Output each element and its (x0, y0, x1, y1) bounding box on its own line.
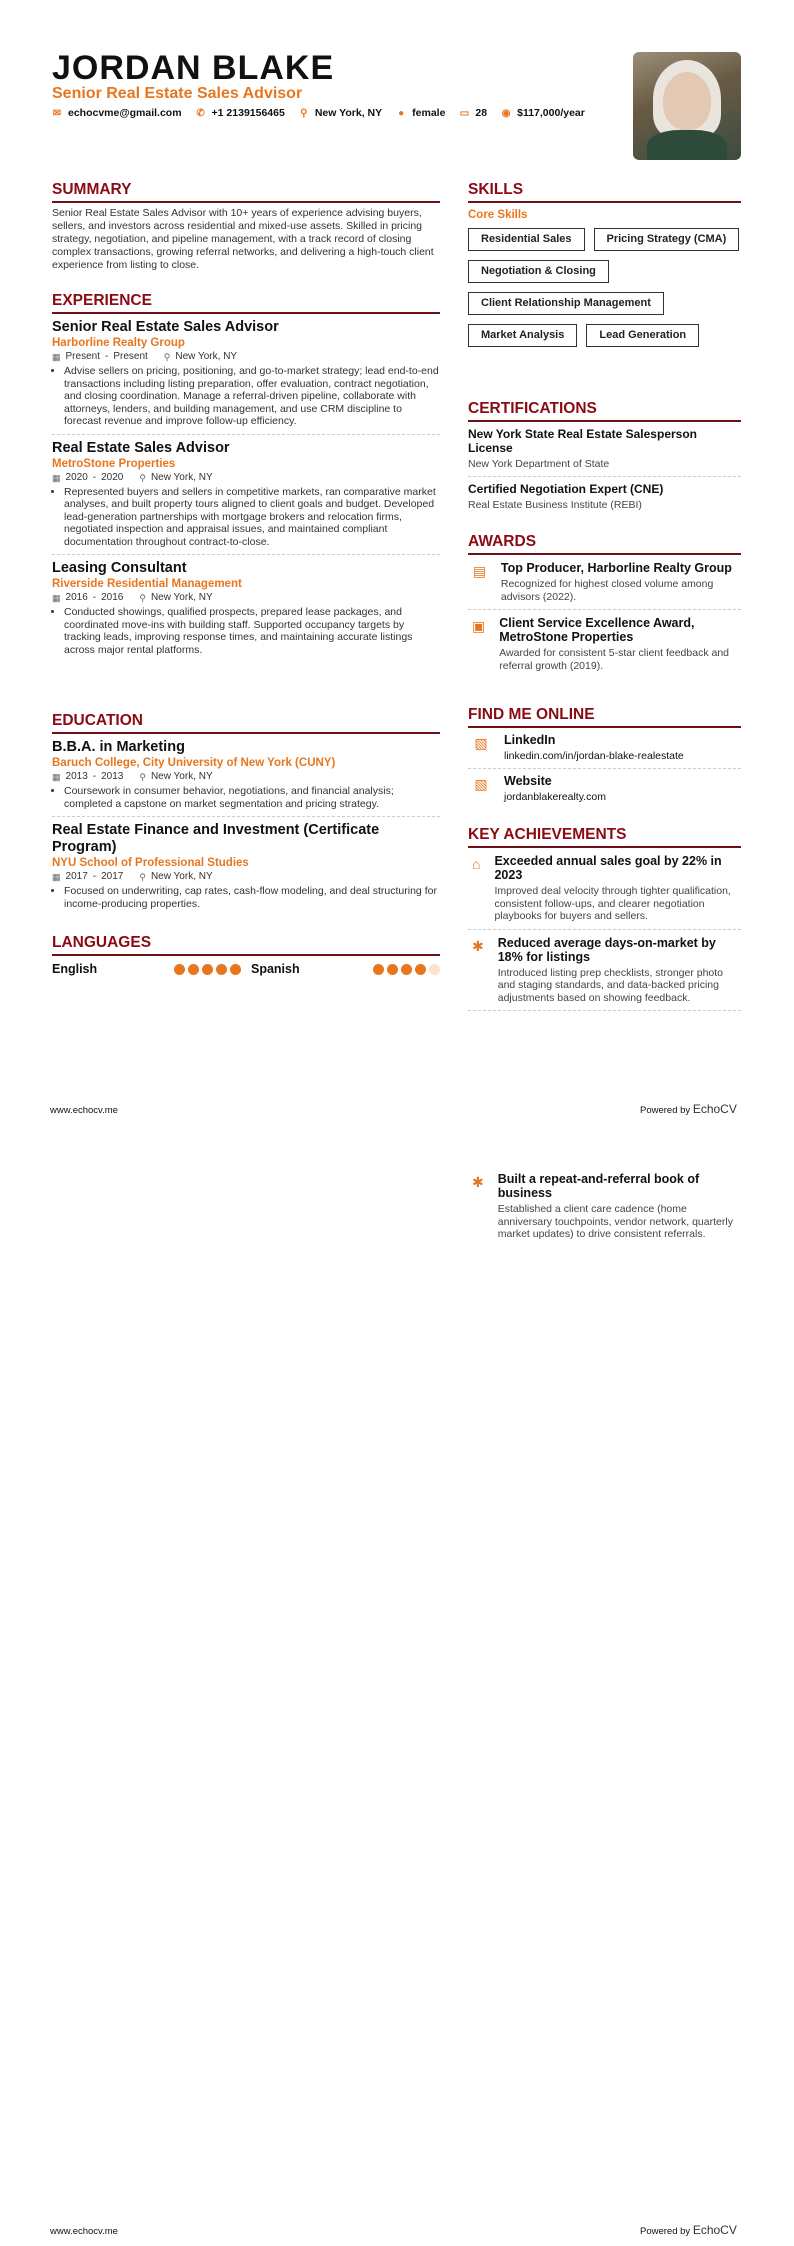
award-title: Client Service Excellence Award, MetroStone Properties (499, 616, 695, 644)
location-icon: ⚲ (139, 772, 146, 782)
job-title: Real Estate Sales Advisor (52, 439, 230, 456)
achievement-title: Reduced average days-on-market by 18% for listings (497, 935, 716, 964)
achievement-desc: Introduced listing prep checklists, stronger photo and staging standards, and data-backed pricing adjustments based on showing feedback. (497, 966, 724, 1004)
rating-dot (174, 964, 185, 975)
rating-dot (429, 964, 440, 975)
award-desc: Recognized for highest closed volume among advisors (2022). (500, 578, 714, 603)
achievements-section (468, 826, 741, 1011)
location-icon: ⚲ (139, 593, 146, 603)
online-link[interactable]: linkedin.com/in/jordan-blake-realestate (504, 750, 684, 762)
summary-heading: SUMMARY (52, 181, 440, 203)
box-icon: ▣ (472, 618, 486, 634)
award-item (468, 610, 741, 678)
experience-item (52, 435, 440, 556)
experience-heading: EXPERIENCE (52, 292, 440, 314)
languages-heading: LANGUAGES (52, 934, 440, 956)
footer-site[interactable]: www.echocv.me (50, 1105, 118, 1116)
achievement-item (468, 848, 741, 930)
person-icon: ● (398, 107, 405, 119)
footer-powered: Powered by EchoCV (640, 1102, 737, 1116)
footer-site[interactable]: www.echocv.me (50, 2226, 118, 2237)
rating-dot (188, 964, 199, 975)
achievement-title: Exceeded annual sales goal by 22% in 2023 (494, 854, 722, 882)
bug-icon: ✱ (472, 937, 484, 954)
company-name: MetroStone Properties (52, 457, 176, 470)
rating-dot (415, 964, 426, 975)
skill-chip: Client Relationship Management (468, 292, 664, 315)
certifications-heading: CERTIFICATIONS (468, 400, 741, 422)
achievements-continued (468, 1172, 741, 1247)
education-item (52, 817, 440, 916)
location-icon: ⚲ (139, 872, 146, 882)
school-name: NYU School of Professional Studies (52, 857, 249, 869)
certification-title: New York State Real Estate Salesperson License (468, 427, 697, 455)
job-meta: ▦ Present - Present ⚲ New York, NY (52, 351, 238, 362)
rating-dot (401, 964, 412, 975)
experience-item (52, 555, 440, 662)
education-bullet: • Coursework in consumer behavior, negotiations, and financial analysis; completed a capstone on market segmentation and pricing strategy. (64, 785, 440, 810)
certifications-section (468, 400, 741, 517)
summary-section (52, 181, 440, 272)
candidate-title: Senior Real Estate Sales Advisor (52, 85, 303, 102)
job-meta: ▦ 2016 - 2016 ⚲ New York, NY (52, 592, 213, 603)
contact-gender: ● female (398, 107, 446, 119)
echocv-brand[interactable]: EchoCV (692, 1102, 737, 1116)
skill-chip: Residential Sales (468, 228, 585, 251)
job-meta: ▦ 2020 - 2020 ⚲ New York, NY (52, 471, 213, 483)
footer-powered: Powered by EchoCV (640, 2223, 737, 2237)
skill-chip: Market Analysis (468, 324, 577, 347)
experience-section (52, 292, 440, 662)
file-icon: ▧ (474, 775, 488, 792)
file-icon: ▧ (474, 735, 488, 751)
skill-chip: Negotiation & Closing (468, 260, 609, 283)
education-section (52, 712, 440, 916)
certification-title: Certified Negotiation Expert (CNE) (468, 482, 664, 496)
rating-dot (202, 964, 213, 975)
company-name: Harborline Realty Group (52, 337, 185, 349)
rating-dot (216, 964, 227, 975)
awards-heading: AWARDS (468, 533, 741, 555)
echocv-brand[interactable]: EchoCV (692, 2223, 737, 2237)
skills-heading: SKILLS (468, 181, 741, 203)
company-name: Riverside Residential Management (52, 578, 242, 590)
online-item[interactable] (468, 769, 741, 809)
achievement-desc: Established a client care cadence (home anniversary touchpoints, vendor network, quarterly market updates) to drive consistent referrals. (497, 1203, 733, 1240)
skills-subheading: Core Skills (468, 209, 528, 221)
education-bullet: • Focused on underwriting, cap rates, cash-flow modeling, and deal structuring for income-producing properties. (64, 885, 440, 910)
education-meta: ▦ 2017 - 2017 ⚲ New York, NY (52, 871, 213, 882)
online-label: Website (504, 773, 552, 788)
language-rating (373, 964, 440, 975)
certification-item (468, 422, 741, 477)
contact-salary: ◉ $117,000/year (501, 107, 585, 119)
school-name: Baruch College, City University of New York (CUNY) (52, 757, 336, 769)
online-section (468, 706, 741, 808)
location-icon: ⚲ (300, 107, 308, 119)
calendar-icon: ▦ (52, 772, 61, 782)
phone-icon: ✆ (196, 107, 205, 119)
contact-phone[interactable]: ✆ +1 2139156465 (196, 107, 285, 119)
languages-section (52, 934, 440, 976)
calendar-icon: ▦ (52, 472, 61, 483)
skill-chip: Lead Generation (586, 324, 699, 347)
certification-item (468, 477, 741, 517)
bug-icon: ✱ (472, 1174, 484, 1190)
money-icon: ◉ (501, 107, 511, 119)
location-icon: ⚲ (163, 352, 171, 362)
rating-dot (230, 964, 241, 975)
award-desc: Awarded for consistent 5-star client feedback and referral growth (2019). (499, 647, 730, 672)
contact-email[interactable]: ✉ echocvme@gmail.com (52, 107, 182, 119)
achievement-desc: Improved deal velocity through tighter qualification, consistent follow-ups, and clearer negotiation playbooks for buyers and sellers. (494, 885, 731, 922)
language-name: Spanish (251, 962, 300, 976)
degree: B.B.A. in Marketing (52, 739, 185, 755)
job-title: Senior Real Estate Sales Advisor (52, 319, 279, 335)
job-bullet: • Advise sellers on pricing, positioning, and go-to-market strategy; lead end-to-end transactions including listing preparation, offer evaluation, contract negotiation, and closing coordination. Manage a referral-driven pipeline, collaborate with attorneys, lenders, and building management, and use CRM discipline to forecast revenue and improve follow-up efficiency. (64, 365, 440, 428)
location-icon: ⚲ (139, 472, 146, 483)
calendar-icon: ▦ (52, 352, 61, 362)
award-icon: ▤ (472, 563, 487, 579)
skills-section (468, 181, 741, 347)
language-rating (174, 964, 241, 975)
job-bullet: • Represented buyers and sellers in competitive markets, ran comparative market analyses, and built property tours aligned to client goals and budget. Developed lead-generation partnerships with mortgage brokers and relocation firms, negotiated inspection and appraisal issues, and maintained compliant documentation throughout contract-to-close. (64, 486, 440, 549)
award-item (468, 555, 741, 610)
achievement-item (468, 1172, 741, 1247)
skill-chip-list (468, 228, 741, 347)
experience-item (52, 314, 440, 435)
online-link[interactable]: jordanblakerealty.com (504, 790, 606, 803)
language-name: English (52, 962, 98, 976)
education-item (52, 734, 440, 817)
calendar-icon: ▦ (52, 593, 61, 603)
rating-dot (373, 964, 384, 975)
calendar-icon: ▦ (52, 872, 61, 882)
job-title: Leasing Consultant (52, 560, 187, 576)
candidate-name: JORDAN BLAKE (52, 49, 335, 87)
award-title: Top Producer, Harborline Realty Group (500, 561, 732, 575)
online-label: LinkedIn (504, 733, 556, 747)
contact-location: ⚲ New York, NY (300, 107, 383, 119)
language-item (52, 962, 241, 976)
certification-issuer: Real Estate Business Institute (REBI) (468, 499, 642, 511)
email-icon: ✉ (52, 107, 62, 119)
online-heading: FIND ME ONLINE (468, 706, 741, 728)
store-icon: ⌂ (472, 856, 481, 872)
online-item[interactable] (468, 728, 741, 769)
achievements-heading: KEY ACHIEVEMENTS (468, 826, 741, 848)
summary-text: Senior Real Estate Sales Advisor with 10+ years of experience advising buyers, sellers, and investors across residential and mixed-use assets. Skilled in pricing strategy, negotiation, and pipeline management, with a track record of closing complex transactions, growing referral networks, and delivering a high-touch client experience from listing to close. (52, 207, 434, 271)
education-meta: ▦ 2013 - 2013 ⚲ New York, NY (52, 771, 213, 782)
certification-issuer: New York Department of State (468, 458, 610, 470)
rating-dot (387, 964, 398, 975)
contact-bar (52, 107, 585, 119)
calendar-icon: ▭ (459, 107, 470, 119)
degree: Real Estate Finance and Investment (Certificate Program) (52, 822, 380, 855)
profile-photo (633, 52, 741, 160)
achievement-item (468, 930, 741, 1012)
job-bullet: • Conducted showings, qualified prospects, prepared lease packages, and coordinated move-ins with building staff. Supported occupancy targets by tracking leads, improving response times, and maintaining accurate listings across major rental platforms. (64, 606, 440, 656)
achievement-title: Built a repeat-and-referral book of business (497, 1172, 700, 1200)
contact-age: ▭ 28 (459, 107, 488, 119)
awards-section (468, 533, 741, 678)
skill-chip: Pricing Strategy (CMA) (594, 228, 740, 251)
language-item (251, 962, 440, 976)
education-heading: EDUCATION (52, 712, 440, 734)
